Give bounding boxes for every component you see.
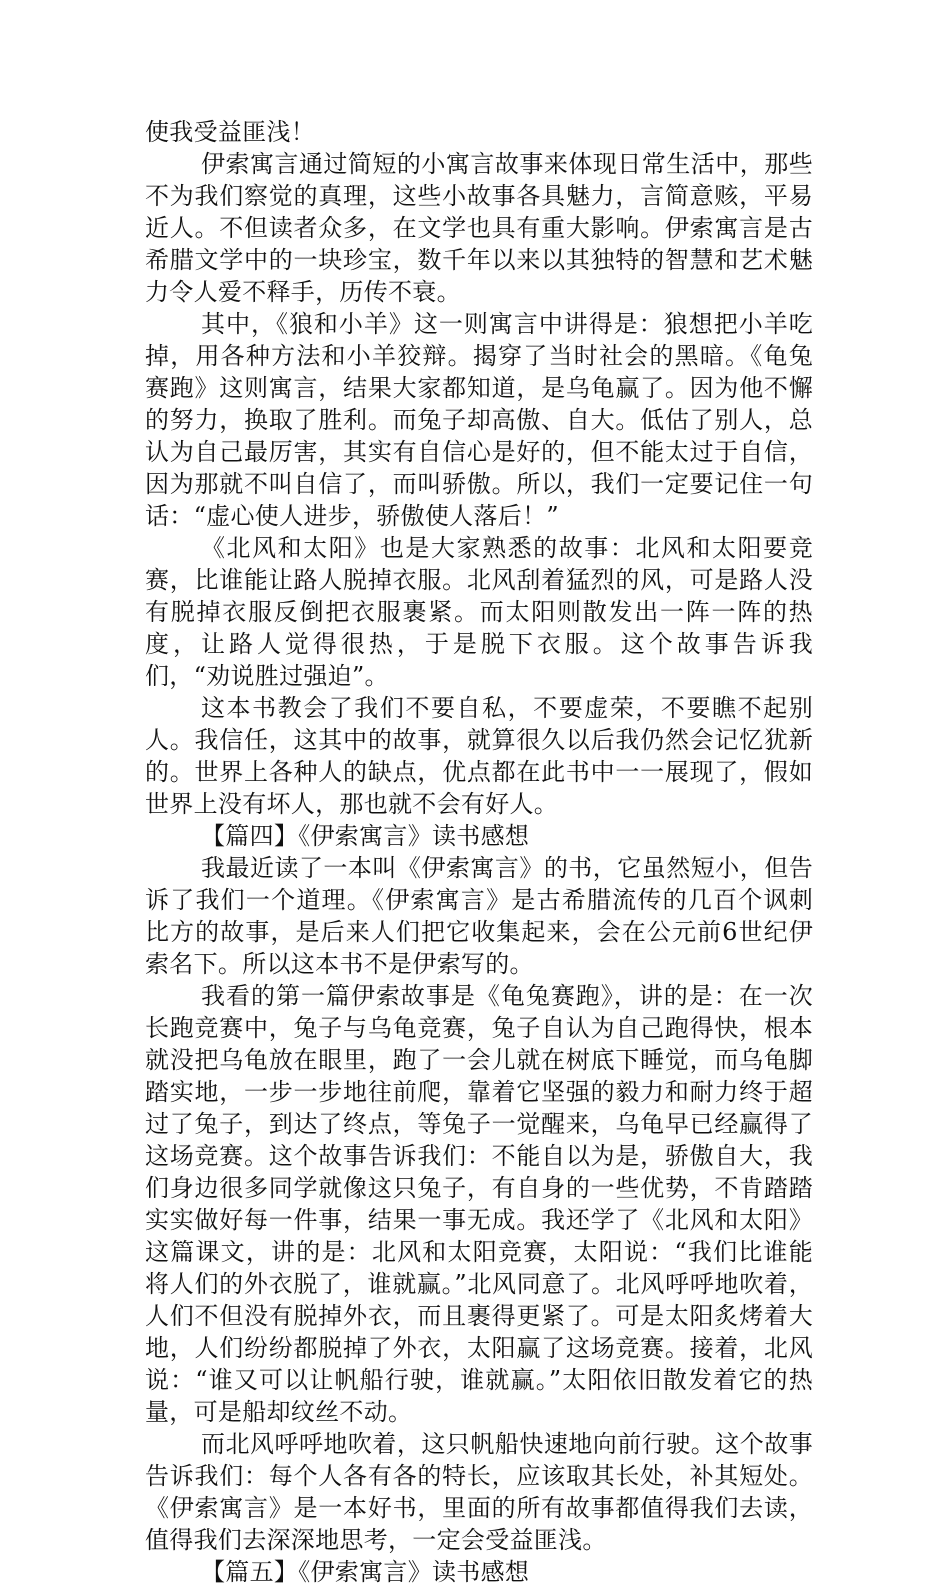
section-heading-part-five: 【篇五】《伊索寓言》读书感想	[201, 1558, 530, 1586]
paragraph-tortoise-and-hare: 我看的第一篇伊索故事是《龟兔赛跑》，讲的是：在一次长跑竞赛中，兔子与乌龟竞赛，兔子自认为自己跑得快，根本就没把乌龟放在眼里，跑了一会儿就在树底下睡觉，而乌龟脚踏实地，一步一步地往前爬，靠着它坚强的毅力和耐力终于超过了兔子，到达了终点，等兔子一觉醒来，乌龟早已经赢得了这场竞赛。这个故事告诉我们：不能自以为是，骄傲自大，我们身边很多同学就像这只兔子，有自身的一些优势，不肯踏踏实实做好每一件事，结果一事无成。我还学了《北风和太阳》这篇课文，讲的是：北风和太阳竞赛，太阳说：“我们比谁能将人们的外衣脱了，谁就赢。”北风同意了。北风呼呼地吹着，人们不但没有脱掉外衣，而且裹得更紧了。可是太阳炙烤着大地，人们纷纷都脱掉了外衣，太阳赢了这场竞赛。接着，北风说：“谁又可以让帆船行驶，谁就赢。”太阳依旧散发着它的热量，可是船却纹丝不动。	[145, 982, 813, 1426]
paragraph-continuation: 使我受益匪浅！	[145, 118, 316, 146]
section-heading-part-four: 【篇四】《伊索寓言》读书感想	[201, 822, 530, 850]
paragraph-wolf-and-lamb: 其中，《狼和小羊》这一则寓言中讲得是：狼想把小羊吃掉，用各种方法和小羊狡辩。揭穿了当时社会的黑暗。《龟兔赛跑》这则寓言，结果大家都知道，是乌龟赢了。因为他不懈的努力，换取了胜利。而兔子却高傲、自大。低估了别人，总认为自己最厉害，其实有自信心是好的，但不能太过于自信，因为那就不叫自信了，而叫骄傲。所以，我们一定要记住一句话：“虚心使人进步，骄傲使人落后！”	[145, 310, 813, 530]
paragraph-north-wind-and-sun: 《北风和太阳》也是大家熟悉的故事：北风和太阳要竞赛，比谁能让路人脱掉衣服。北风刮着猛烈的风，可是路人没有脱掉衣服反倒把衣服裹紧。而太阳则散发出一阵一阵的热度，让路人觉得很热，于是脱下衣服。这个故事告诉我们，“劝说胜过强迫”。	[145, 534, 813, 690]
paragraph-book-lessons: 这本书教会了我们不要自私，不要虚荣，不要瞧不起别人。我信任，这其中的故事，就算很久以后我仍然会记忆犹新的。世界上各种人的缺点，优点都在此书中一一展现了，假如世界上没有坏人，那也就不会有好人。	[145, 694, 813, 818]
paragraph-aesop-intro: 伊索寓言通过简短的小寓言故事来体现日常生活中，那些不为我们察觉的真理，这些小故事各具魅力，言简意赅，平易近人。不但读者众多，在文学也具有重大影响。伊索寓言是古希腊文学中的一块珍宝，数千年以来以其独特的智慧和艺术魅力令人爱不释手，历传不衰。	[145, 150, 813, 306]
paragraph-recent-reading: 我最近读了一本叫《伊索寓言》的书，它虽然短小，但告诉了我们一个道理。《伊索寓言》是古希腊流传的几百个讽刺比方的故事，是后来人们把它收集起来，会在公元前6世纪伊索名下。所以这本书不是伊索写的。	[145, 854, 813, 978]
paragraph-sailboat-conclusion: 而北风呼呼地吹着，这只帆船快速地向前行驶。这个故事告诉我们：每个人各有各的特长，应该取其长处，补其短处。《伊索寓言》是一本好书，里面的所有故事都值得我们去读，值得我们去深深地思考，一定会受益匪浅。	[145, 1430, 813, 1554]
document-page	[145, 116, 813, 1588]
